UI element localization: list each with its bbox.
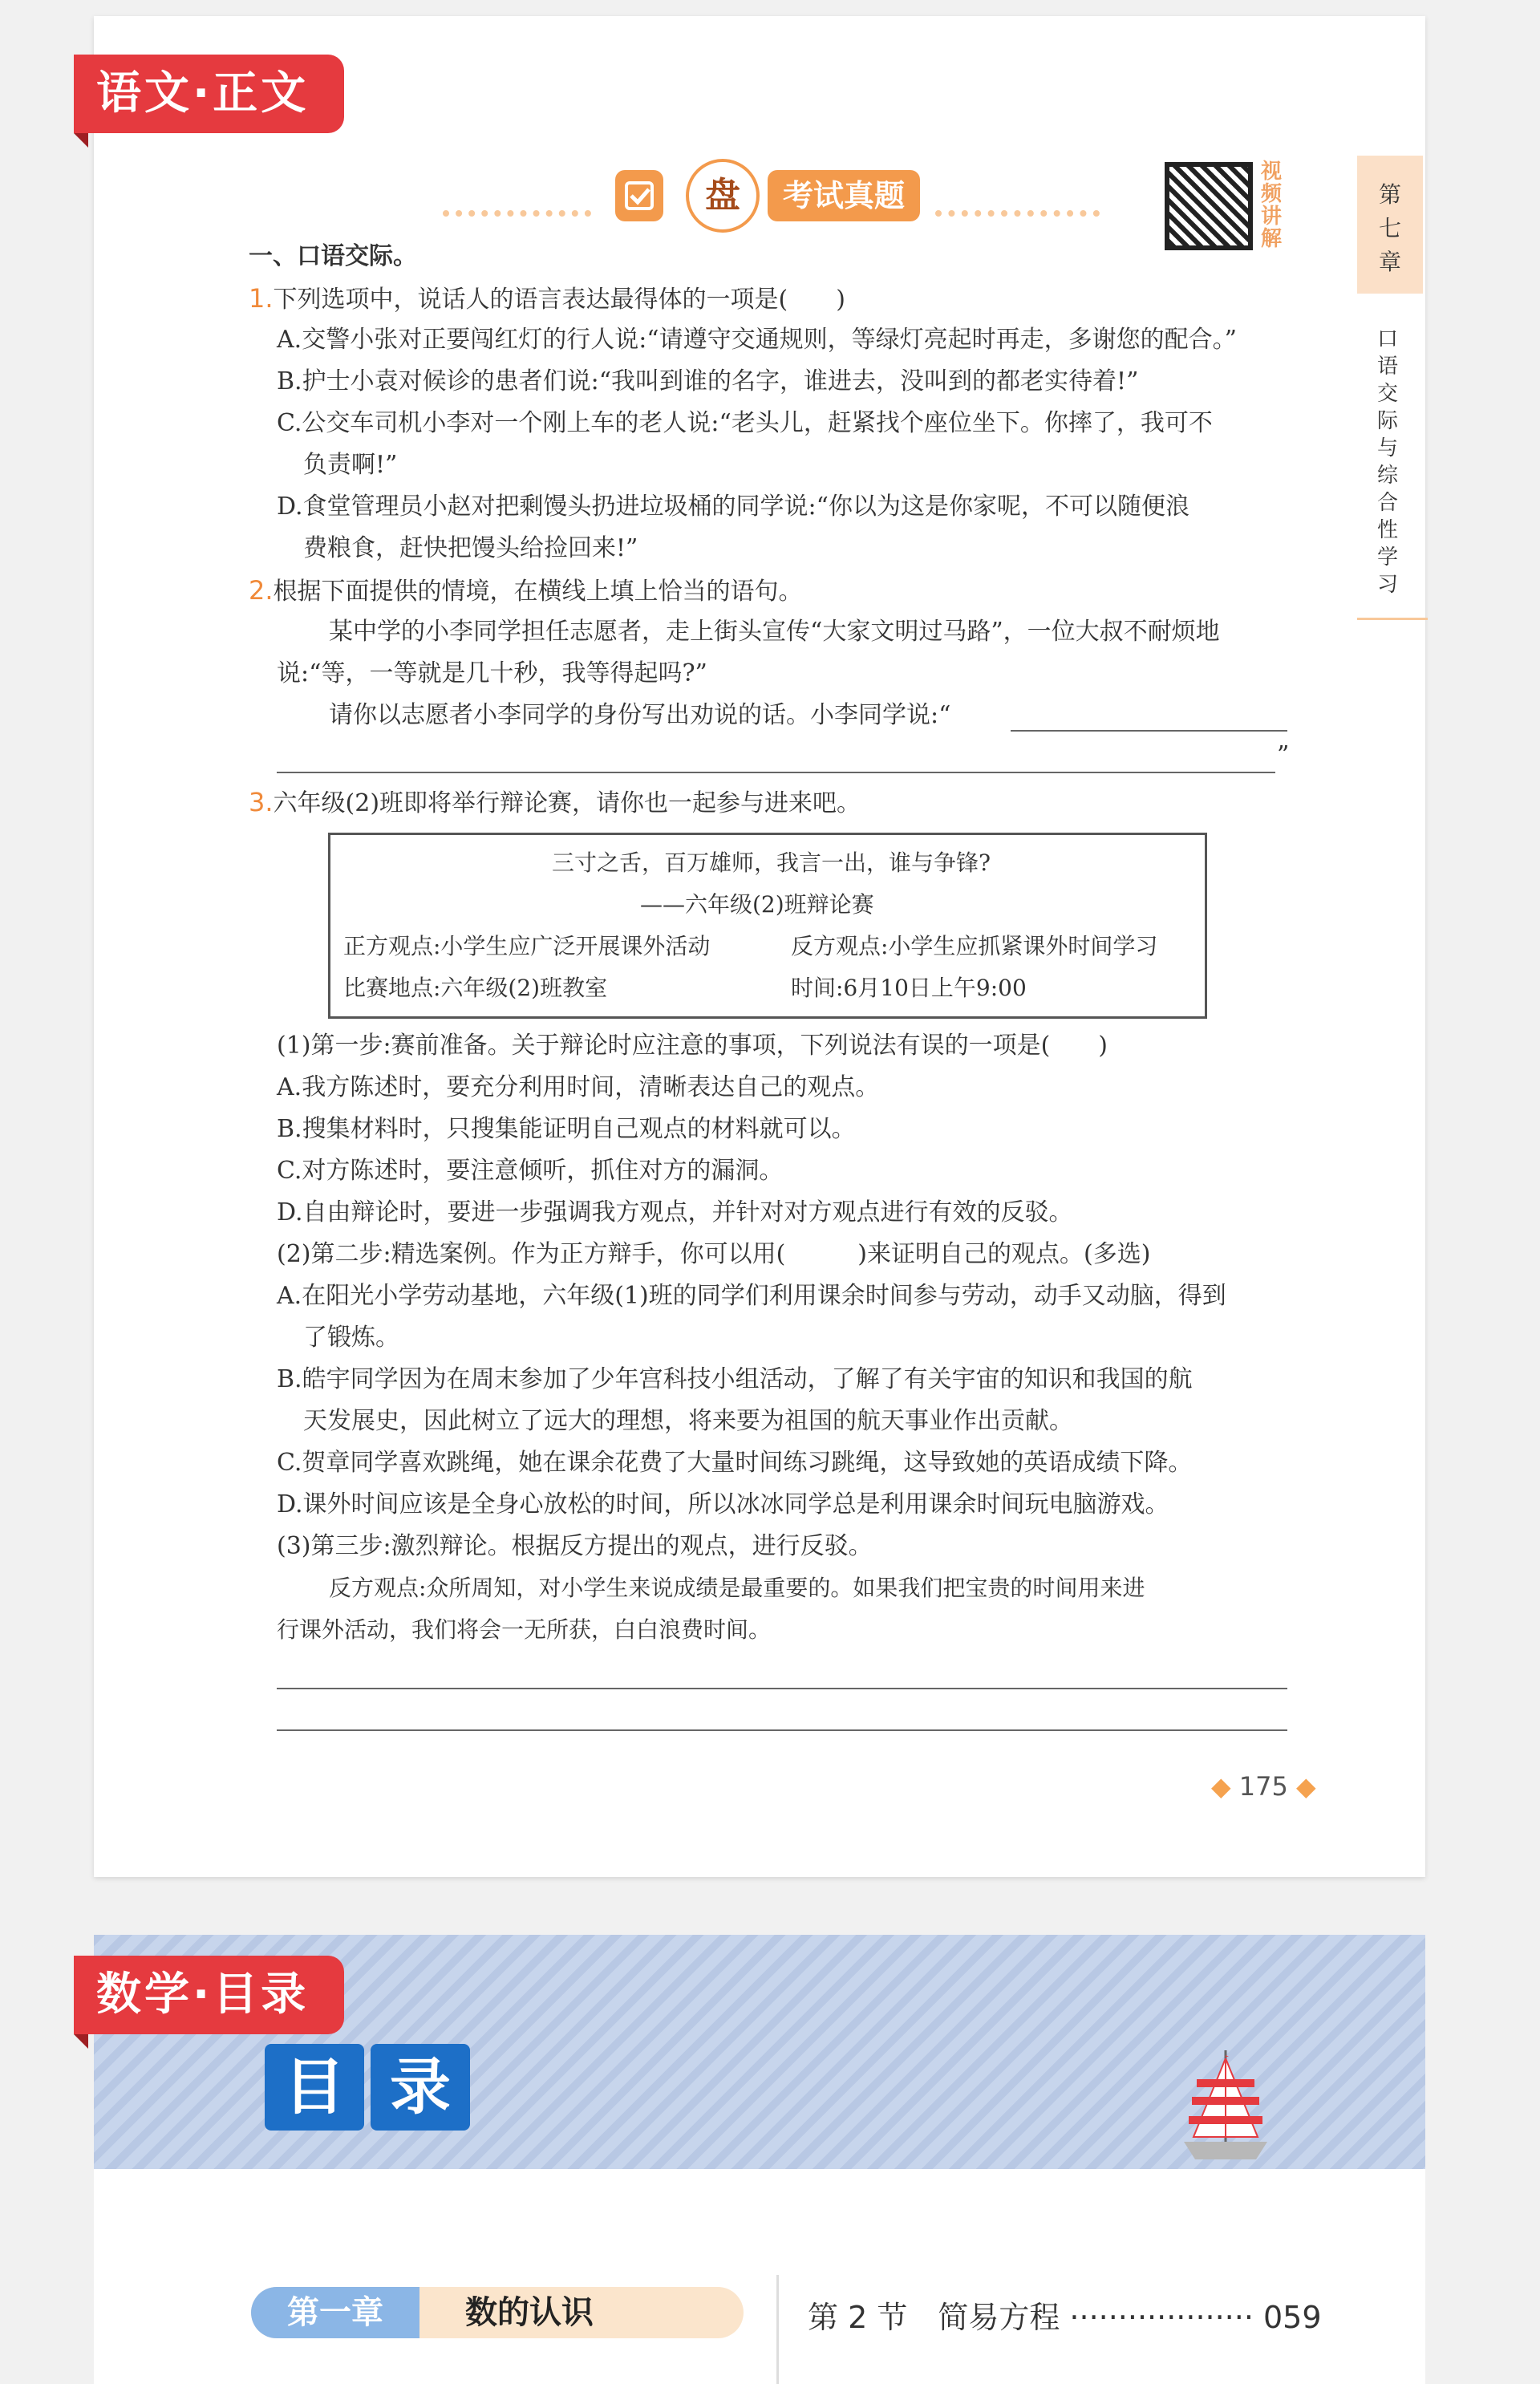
q1-option-a: A.交警小张对正要闯红灯的行人说:“请遵守交通规则，等绿灯亮起时再走，多谢您的配合。” [277,326,1237,354]
q2-prompt: 请你以志愿者小李同学的身份写出劝说的话。小李同学说:“ [329,701,951,729]
step2-option-a: A.在阳光小学劳动基地，六年级(1)班的同学们利用课余时间参与劳动，动手又动脑，得到 [277,1282,1226,1310]
step1-option-c: C.对方陈述时，要注意倾听，抓住对方的漏洞。 [277,1157,784,1185]
banner-label: 考试真题 [768,170,920,221]
q1-number: 1. [249,283,274,314]
step1-option-d: D.自由辩论时，要进一步强调我方观点，并针对对方观点进行有效的反驳。 [277,1198,1073,1226]
box-pro-view: 正方观点:小学生应广泛开展课外活动 [343,933,711,959]
page-number: ◆ 175 ◆ [1211,1771,1316,1802]
step1-option-b: B.搜集材料时，只搜集能证明自己观点的材料就可以。 [277,1115,856,1143]
chapter-label: 第一章 [251,2287,419,2338]
step2-option-b-cont: 天发展史，因此树立了远大的理想，将来要为祖国的航天事业作出贡献。 [303,1407,1073,1435]
section-heading: 一、口语交际。 [249,242,417,270]
q2-context-2: 说:“等，一等就是几十秒，我等得起吗?” [277,659,707,687]
q1-option-b: B.护士小袁对候诊的患者们说:“我叫到谁的名字，谁进去，没叫到的都老实待着!” [277,367,1139,395]
q2-context-1: 某中学的小李同学担任志愿者，走上街头宣传“大家文明过马路”，一位大叔不耐烦地 [329,618,1220,646]
section-tag-chinese: 语文·正文 [74,55,344,133]
q2-number: 2. [249,575,274,606]
chapter-side-tab: 第七章 [1357,156,1423,294]
step2-option-d: D.课外时间应该是全身心放松的时间，所以冰冰同学总是利用课余时间玩电脑游戏。 [277,1490,1169,1518]
q2-answer-line-2[interactable] [277,772,1275,773]
step2-option-b: B.皓宇同学因为在周末参加了少年宫科技小组活动，了解了有关宇宙的知识和我国的航 [277,1365,1193,1393]
box-time: 时间:6月10日上午9:00 [791,975,1027,1001]
step3-context-2: 行课外活动，我们将会一无所获，白白浪费时间。 [277,1616,772,1643]
q2-answer-line-1[interactable] [1011,730,1287,732]
box-slogan: 三寸之舌，百万雄师，我言一出，谁与争锋? [552,849,991,876]
exam-banner [607,170,920,221]
dotted-rule-right [935,210,1100,217]
diamond-icon: ◆ [1296,1771,1316,1802]
qr-caption: 视频讲解 [1261,160,1283,251]
step2-option-c: C.贺章同学喜欢跳绳，她在课余花费了大量时间练习跳绳，这导致她的英语成绩下降。 [277,1449,1193,1477]
box-event-name: ——六年级(2)班辩论赛 [640,891,874,918]
q1-text: 下列选项中，说话人的语言表达最得体的一项是( ) [273,286,845,314]
dotted-rule-left [443,210,591,217]
chapter-side-subtitle: 口语交际与综合性学习 [1376,327,1398,597]
box-place: 比赛地点:六年级(2)班教室 [343,975,608,1001]
qr-code-icon[interactable] [1165,162,1253,250]
step3-context-1: 反方观点:众所周知，对小学生来说成绩是最重要的。如果我们把宝贵的时间用来进 [329,1575,1145,1601]
step2-option-a-cont: 了锻炼。 [303,1324,399,1352]
box-con-view: 反方观点:小学生应抓紧课外时间学习 [791,933,1158,959]
toc-title-char-2: 录 [371,2044,470,2131]
step2-question: (2)第二步:精选案例。作为正方辩手，你可以用( )来证明自己的观点。(多选) [277,1240,1151,1268]
q1-option-c: C.公交车司机小李对一个刚上车的老人说:“老头儿，赶紧找个座位坐下。你摔了，我可不 [277,409,1213,437]
diamond-icon: ◆ [1211,1771,1231,1802]
section-tag-math: 数学·目录 [74,1956,344,2034]
q1-option-d-cont: 费粮食，赶快把馒头给捡回来!” [303,534,638,562]
check-icon [615,170,663,221]
toc-divider [776,2275,779,2384]
toc-title-char-1: 目 [265,2044,364,2131]
q2-end-quote: ” [1277,741,1290,769]
chapter-title: 数的认识 [465,2294,594,2331]
toc-entry[interactable]: 第 2 节 简易方程 ··················· 059 [808,2300,1322,2335]
q3-text: 六年级(2)班即将举行辩论赛，请你也一起参与进来吧。 [273,789,861,817]
q2-text: 根据下面提供的情境，在横线上填上恰当的语句。 [273,578,803,606]
q1-option-d: D.食堂管理员小赵对把剩馒头扔进垃圾桶的同学说:“你以为这是你家呢，不可以随便浪 [277,493,1189,521]
step1-option-a: A.我方陈述时，要充分利用时间，清晰表达自己的观点。 [277,1073,880,1101]
q1-option-c-cont: 负责啊!” [303,451,398,479]
step3-answer-line-2[interactable] [277,1729,1287,1731]
step3-question: (3)第三步:激烈辩论。根据反方提出的观点，进行反驳。 [277,1532,873,1560]
step1-question: (1)第一步:赛前准备。关于辩论时应注意的事项，下列说法有误的一项是( ) [277,1032,1108,1060]
banner-circle-badge: 盘 [686,159,760,233]
step3-answer-line-1[interactable] [277,1688,1287,1689]
sailboat-icon [1177,2047,1274,2167]
q3-number: 3. [249,787,274,817]
side-tab-rule [1357,618,1428,620]
